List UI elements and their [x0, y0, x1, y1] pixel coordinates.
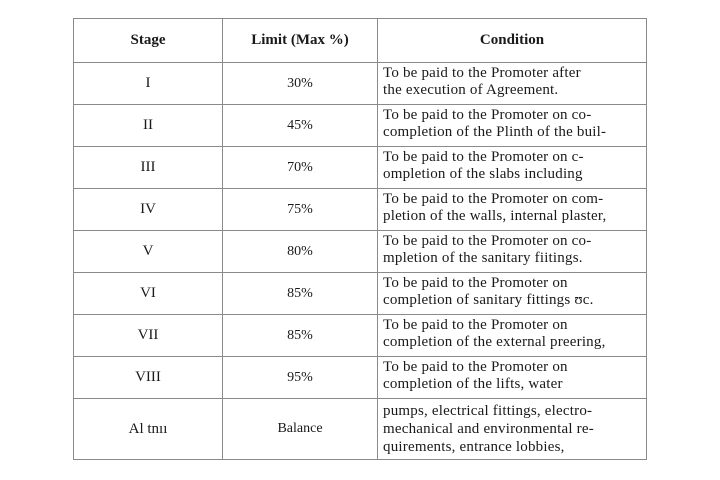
stage-cell: VII [74, 315, 223, 357]
table-row [74, 315, 647, 357]
stage-cell: V [74, 231, 223, 273]
table-row [74, 357, 647, 399]
limit-cell: 85% [223, 273, 378, 315]
limit-cell: 95% [223, 357, 378, 399]
header-limit: Limit (Max %) [223, 19, 378, 63]
condition-cell [378, 147, 647, 189]
condition-line: To be paid to the Promoter after [383, 65, 581, 81]
payment-schedule-table [73, 18, 647, 460]
stage-cell: III [74, 147, 223, 189]
limit-cell: 30% [223, 63, 378, 105]
limit-cell: 70% [223, 147, 378, 189]
condition-cell [378, 315, 647, 357]
condition-line: To be paid to the Promoter on [383, 317, 568, 333]
table-row [74, 189, 647, 231]
stage-cell: I [74, 63, 223, 105]
stage-cell: II [74, 105, 223, 147]
condition-line: To be paid to the Promoter on [383, 275, 568, 291]
table-row [74, 63, 647, 105]
condition-line: To be paid to the Promoter on [383, 359, 568, 375]
table-header [74, 19, 647, 63]
table-row [74, 273, 647, 315]
condition-line: completion of the lifts, water [383, 376, 563, 392]
condition-line: To be paid to the Promoter on co- [383, 233, 592, 249]
stage-cell: IV [74, 189, 223, 231]
condition-cell [378, 105, 647, 147]
limit-cell: 85% [223, 315, 378, 357]
stage-cell: VI [74, 273, 223, 315]
condition-line: quirements, entrance lobbies, [383, 439, 565, 455]
condition-cell [378, 273, 647, 315]
condition-cell [378, 63, 647, 105]
condition-cell [378, 399, 647, 460]
table-body [74, 63, 647, 460]
condition-cell [378, 189, 647, 231]
limit-cell: 75% [223, 189, 378, 231]
table-row [74, 231, 647, 273]
table-row [74, 147, 647, 189]
limit-cell: Balance [223, 399, 378, 460]
condition-line: completion of the external preering, [383, 334, 606, 350]
limit-cell: 80% [223, 231, 378, 273]
stage-cell: Al tnıı [74, 399, 223, 460]
condition-line: mechanical and environmental re- [383, 421, 594, 437]
condition-line: ompletion of the slabs including [383, 166, 583, 182]
condition-line: To be paid to the Promoter on com- [383, 191, 604, 207]
condition-line: To be paid to the Promoter on co- [383, 107, 592, 123]
condition-line: pumps, electrical fittings, electro- [383, 403, 593, 419]
table-row [74, 105, 647, 147]
header-condition: Condition [378, 19, 647, 63]
header-row [74, 19, 647, 63]
condition-cell [378, 357, 647, 399]
header-stage: Stage [74, 19, 223, 63]
condition-line: the execution of Agreement. [383, 82, 559, 98]
condition-cell [378, 231, 647, 273]
stage-cell: VIII [74, 357, 223, 399]
condition-line: To be paid to the Promoter on c- [383, 149, 584, 165]
table-row [74, 399, 647, 460]
condition-line: pletion of the walls, internal plaster, [383, 208, 607, 224]
limit-cell: 45% [223, 105, 378, 147]
condition-line: completion of the Plinth of the buil- [383, 124, 607, 140]
condition-line: mpletion of the sanitary fiitings. [383, 250, 583, 266]
condition-line: completion of sanitary fittings ʊc. [383, 292, 594, 308]
